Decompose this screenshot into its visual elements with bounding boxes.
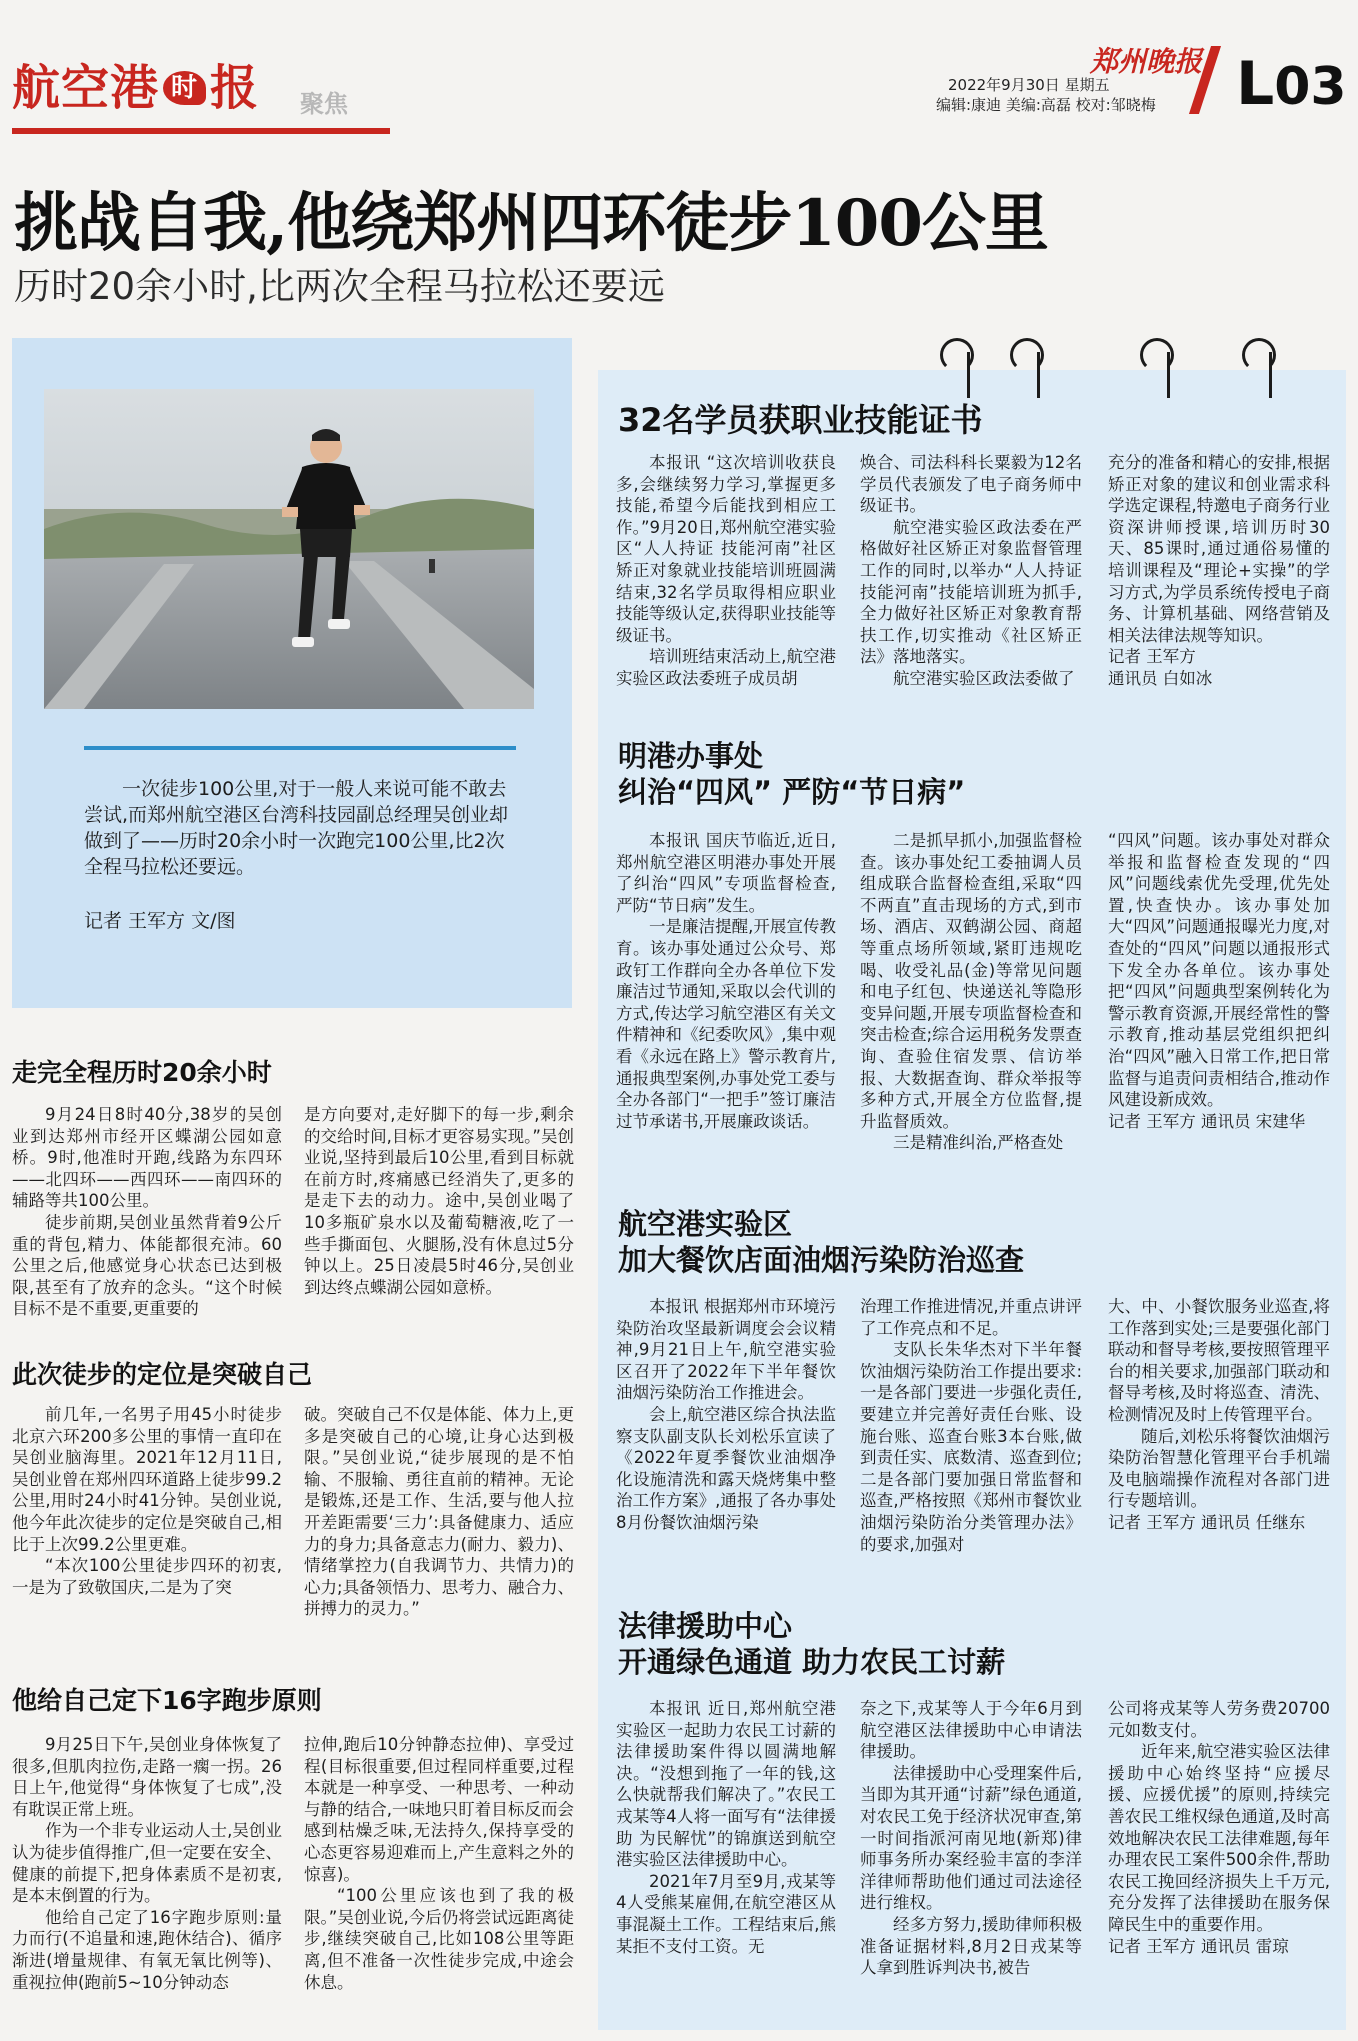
section-label: 聚焦 xyxy=(300,90,348,118)
article-column xyxy=(304,1734,574,2030)
paragraph: “四风”问题。该办事处对群众举报和监督检查发现的“四风”问题线索优先受理,优先处置,快查快办。该办事处加大“四风”问题通报曝光力度,对查处的“四风”问题以通报形式下发全办各单位。该办事处把“四风”问题典型案例转化为警示教育资源,开展经常性的警示教育,推动基层党组织把纠治“四风”融入日常工作,把日常监督与追责问责相结合,推动作风建设新成效。 xyxy=(1108,831,1330,1110)
paragraph: 2021年7月至9月,戎某等4人受熊某雇佣,在航空港区从事混凝土工作。工程结束后,熊某拒不支付工资。无 xyxy=(616,1871,836,1956)
section-heading: 此次徒步的定位是突破自己 xyxy=(12,1360,313,1389)
paragraph: 治理工作推进情况,并重点讲评了工作亮点和不足。 xyxy=(860,1297,1082,1338)
article-column xyxy=(304,1404,574,1634)
paragraph: 一是廉洁提醒,开展宣传教育。该办事处通过公众号、郑政钉工作群向全办各单位下发廉洁过节通知,采取以会代训的方式,传达学习航空港区有关文件精神和《纪委吹风》,集中观看《永远在路上》警示教育片,通报典型案例,办事处党工委与全办各部门“一把手”签订廉洁过节承诺书,开展廉政谈话。 xyxy=(616,917,836,1131)
article-column xyxy=(616,830,836,1172)
masthead-title-part2: 报 xyxy=(210,60,260,116)
masthead-underline xyxy=(12,128,390,134)
article-column xyxy=(860,452,1082,702)
article-column xyxy=(1108,1296,1330,1576)
section-heading: 他给自己定下16字跑步原则 xyxy=(12,1686,322,1715)
paragraph: 航空港实验区政法委在严格做好社区矫正对象监督管理工作的同时,以举办“人人持证 技能河南”技能培训班为抓手,全力做好社区矫正对象教育帮扶工作,切实推动《社区矫正法》落地落实。 xyxy=(860,517,1082,667)
spiral-binding-icon xyxy=(1242,338,1278,400)
article-column xyxy=(1108,452,1330,702)
paragraph: 航空港实验区政法委做了 xyxy=(893,668,1075,688)
article-title-line: 法律援助中心 xyxy=(618,1609,793,1643)
spiral-binding-icon xyxy=(1140,338,1176,400)
byline: 记者 王军方 通讯员 任继东 xyxy=(1108,1512,1306,1532)
paragraph: 前几年,一名男子用45小时徒步北京六环200多公里的事情一直印在吴创业脑海里。2021年12月11日,吴创业曾在郑州四环道路上徒步99.2公里,用时24小时41分钟。吴创业说,他今年此次徒步的定位是突破自己,相比于上次99.2公里更难。 xyxy=(12,1405,282,1554)
paragraph: 充分的准备和精心的安排,根据矫正对象的建议和创业需求科学选定课程,特邀电子商务行业资深讲师授课,培训历时30天、85课时,通过通俗易懂的培训课程及“理论+实操”的学习方式,为学员系统传授电子商务、计算机基础、网络营销及相关法律法规等知识。 xyxy=(1108,453,1330,645)
byline: 记者 王军方 通讯员 雷琼 xyxy=(1108,1936,1289,1956)
editor-credits: 编辑:康迪 美编:高磊 校对:邹晓梅 xyxy=(936,96,1156,114)
article-column xyxy=(616,1296,836,1576)
paragraph: 9月24日8时40分,38岁的吴创业到达郑州市经开区蝶湖公园如意桥。9时,他准时开跑,线路为东四环——北四环——西四环——南四环的辅路等共100公里。 xyxy=(12,1105,282,1211)
masthead-title xyxy=(12,60,260,116)
masthead-tag: 时 xyxy=(163,71,206,105)
main-headline: 挑战自我,他绕郑州四环徒步100公里 xyxy=(14,186,1048,261)
paragraph: 奈之下,戎某等人于今年6月到航空港区法律援助中心申请法律援助。 xyxy=(860,1699,1082,1762)
page-number xyxy=(1236,49,1347,119)
section-heading: 走完全程历时20余小时 xyxy=(12,1058,272,1087)
paragraph: 随后,刘松乐将餐饮油烟污染防治智慧化管理平台手机端及电脑端操作流程对各部门进行专题培训。 xyxy=(1108,1426,1330,1511)
paragraph: 公司将戎某等人劳务费20700元如数支付。 xyxy=(1108,1699,1330,1740)
article-column xyxy=(12,1104,282,1330)
byline: 记者 王军方 通讯员 宋建华 xyxy=(1108,1111,1306,1131)
paragraph: 拉伸,跑后10分钟静态拉伸)、享受过程(目标很重要,但过程同样重要,过程本就是一种享受、一种思考、一种动与静的结合,一味地只盯着目标反而会感到枯燥乏味,无法持久,保持享受的心态更容易迎难而上,产生意料之外的惊喜)。 xyxy=(304,1735,574,1884)
spiral-binding-icon xyxy=(1010,338,1046,400)
intro-byline: 记者 王军方 文/图 xyxy=(84,910,236,932)
paragraph: 法律援助中心受理案件后,当即为其开通“讨薪”绿色通道,对农民工免于经济状况审查,第一时间指派河南见地(新郑)律师事务所办案经验丰富的李洋洋律师帮助他们通过司法途径进行维权。 xyxy=(860,1763,1082,1913)
paragraph: 破。突破自己不仅是体能、体力上,更多是突破自己的心境,让身心达到极限。”吴创业说,“徒步展现的是不怕输、不服输、勇往直前的精神。无论是锻炼,还是工作、生活,要与他人拉开差距需要‘三力’:具备健康力、适应力的身力;具备意志力(耐力、毅力)、情绪掌控力(自我调节力、共情力)的心力;具备领悟力、思考力、融合力、拼搏力的灵力。” xyxy=(304,1405,574,1619)
article-title-line: 明港办事处 xyxy=(618,739,764,773)
paragraph: 作为一个非专业运动人士,吴创业认为徒步值得推广,但一定要在安全、健康的前提下,把身体素质不是初衷,是本末倒置的行为。 xyxy=(12,1821,282,1906)
article-column xyxy=(860,830,1082,1172)
masthead-title-part1: 航空港 xyxy=(12,60,160,116)
page-letter: L xyxy=(1236,49,1275,119)
byline: 记者 王军方 xyxy=(1108,647,1196,667)
paragraph: “100公里应该也到了我的极限。”吴创业说,今后仍将尝试远距离徒步,继续突破自己,比如108公里等距离,但不准备一次性徒步完成,中途会休息。 xyxy=(304,1886,574,1992)
article-column xyxy=(12,1734,282,2030)
article-column xyxy=(1108,1698,1330,2018)
article-title: 32名学员获职业技能证书 xyxy=(618,401,983,439)
paragraph: 二是抓早抓小,加强监督检查。该办事处纪工委抽调人员组成联合监督检查组,采取“四不两直”直击现场的方式,到市场、酒店、双鹤湖公园、商超等重点场所领域,紧盯违规吃喝、收受礼品(金)等常见问题和电子红包、快递送礼等隐形变异问题,开展专项监督检查和突击检查;综合运用税务发票查询、查验住宿发票、信访举报、大数据查询、群众举报等多种方式,开展全方位监督,提升监督质效。 xyxy=(860,831,1082,1131)
article-column xyxy=(616,1698,836,2018)
article-column xyxy=(616,452,836,702)
paragraph: 本报讯 根据郑州市环境污染防治攻坚最新调度会会议精神,9月21日上午,航空港实验区召开了2022年下半年餐饮油烟污染防治工作推进会。 xyxy=(616,1297,836,1403)
paragraph: 9月25日下午,吴创业身体恢复了很多,但肌肉拉伤,走路一瘸一拐。26日上午,他觉得“身体恢复了七成”,没有耽误正常上班。 xyxy=(12,1735,282,1819)
paragraph: 本报讯 国庆节临近,近日,郑州航空港区明港办事处开展了纠治“四风”专项监督检查,严防“节日病”发生。 xyxy=(616,831,836,915)
paragraph: 是方向要对,走好脚下的每一步,剩余的交给时间,目标才更容易实现。”吴创业说,坚持到最后10公里,看到目标就在前方时,疼痛感已经消失了,更多的是走下去的动力。途中,吴创业喝了10多瓶矿泉水以及葡萄糖液,吃了一些手撕面包、火腿肠,没有休息过5分钟以上。25日凌晨5时46分,吴创业到达终点蝶湖公园如意桥。 xyxy=(304,1105,574,1297)
article-title-line: 开通绿色通道 助力农民工讨薪 xyxy=(618,1645,1006,1679)
article-title-line: 航空港实验区 xyxy=(618,1207,793,1241)
paragraph: 支队长朱华杰对下半年餐饮油烟污染防治工作提出要求:一是各部门要进一步强化责任,要建立并完善好责任台账、设施台账、巡查台账3本台账,做到责任实、底数清、巡查到位;二是各部门要加强日常监督和巡查,严格按照《郑州市餐饮业油烟污染防治分类管理办法》的要求,加强对 xyxy=(860,1340,1082,1554)
article-title-line: 加大餐饮店面油烟污染防治巡查 xyxy=(618,1243,1025,1277)
paragraph: 培训班结束活动上,航空港实验区政法委班子成员胡 xyxy=(616,647,836,688)
article-title-line: 纠治“四风” 严防“节日病” xyxy=(618,775,966,809)
main-subheadline: 历时20余小时,比两次全程马拉松还要远 xyxy=(14,265,665,308)
paragraph: “本次100公里徒步四环的初衷,一是为了致敬国庆,二是为了突 xyxy=(12,1556,282,1597)
spiral-binding-icon xyxy=(940,338,976,400)
paragraph: 本报讯 “这次培训收获良多,会继续努力学习,掌握更多技能,希望今后能找到相应工作。”9月20日,郑州航空港实验区“人人持证 技能河南”社区矫正对象就业技能培训班圆满结束,32名学员取得相应职业技能等级认定,获得职业技能等级证书。 xyxy=(616,453,836,645)
article-column xyxy=(860,1698,1082,2018)
article-column xyxy=(304,1104,574,1330)
byline: 通讯员 白如冰 xyxy=(1108,668,1213,688)
paragraph: 经多方努力,援助律师积极准备证据材料,8月2日戎某等人拿到胜诉判决书,被告 xyxy=(860,1914,1082,1978)
paragraph: 徒步前期,吴创业虽然背着9公斤重的背包,精力、体能都很充沛。60公里之后,他感觉身心状态已达到极限,甚至有了放弃的念头。“这个时候目标不是不重要,更重要的 xyxy=(12,1212,282,1319)
paragraph: 大、中、小餐饮服务业巡查,将工作落到实处;三是要强化部门联动和督导考核,要按照管理平台的相关要求,加强部门联动和督导考核,及时将巡查、清洗、检测情况及时上传管理平台。 xyxy=(1108,1297,1330,1424)
runner-photo xyxy=(44,389,534,709)
paragraph: 本报讯 近日,郑州航空港实验区一起助力农民工讨薪的法律援助案件得以圆满地解决。“没想到拖了一年的钱,这么快就帮我们解决了。”农民工戎某等4人将一面写有“法律援助 为民解忧”的锦旗送到航空港实验区法律援助中心。 xyxy=(616,1699,836,1870)
intro-rule xyxy=(84,746,516,750)
runner-photo-illustration xyxy=(44,389,534,709)
paragraph: 焕合、司法科科长粟毅为12名学员代表颁发了电子商务师中级证书。 xyxy=(860,453,1082,516)
article-column xyxy=(860,1296,1082,1576)
intro-text: 一次徒步100公里,对于一般人来说可能不敢去尝试,而郑州航空港区台湾科技园副总经理吴创业却做到了——历时20余小时一次跑完100公里,比2次全程马拉松还要远。 xyxy=(84,778,509,878)
article-column xyxy=(1108,830,1330,1172)
paragraph: 会上,航空港区综合执法监察支队副支队长刘松乐宣读了《2022年夏季餐饮业油烟净化设施清洗和露天烧烤集中整治工作方案》,通报了各办事处8月份餐饮油烟污染 xyxy=(616,1404,836,1532)
issue-date: 2022年9月30日 星期五 xyxy=(948,76,1110,94)
page-digits: 03 xyxy=(1274,57,1347,117)
article-column xyxy=(12,1404,282,1634)
paper-name-logo: 郑州晚报 xyxy=(1090,45,1203,78)
paragraph: 他给自己定了16字跑步原则:量力而行(不追量和速,跑休结合)、循序渐进(增量规律、有氧无氧比例等)、重视拉伸(跑前5~10分钟动态 xyxy=(12,1907,282,1992)
paragraph: 三是精准纠治,严格查处 xyxy=(893,1133,1064,1153)
paragraph: 近年来,航空港实验区法律援助中心始终坚持“应援尽援、应援优援”的原则,持续完善农民工维权绿色通道,及时高效地解决农民工法律难题,每年办理农民工案件500余件,帮助农民工挽回经济损失上千万元,充分发挥了法律援助在服务保障民生中的重要作用。 xyxy=(1108,1742,1330,1934)
